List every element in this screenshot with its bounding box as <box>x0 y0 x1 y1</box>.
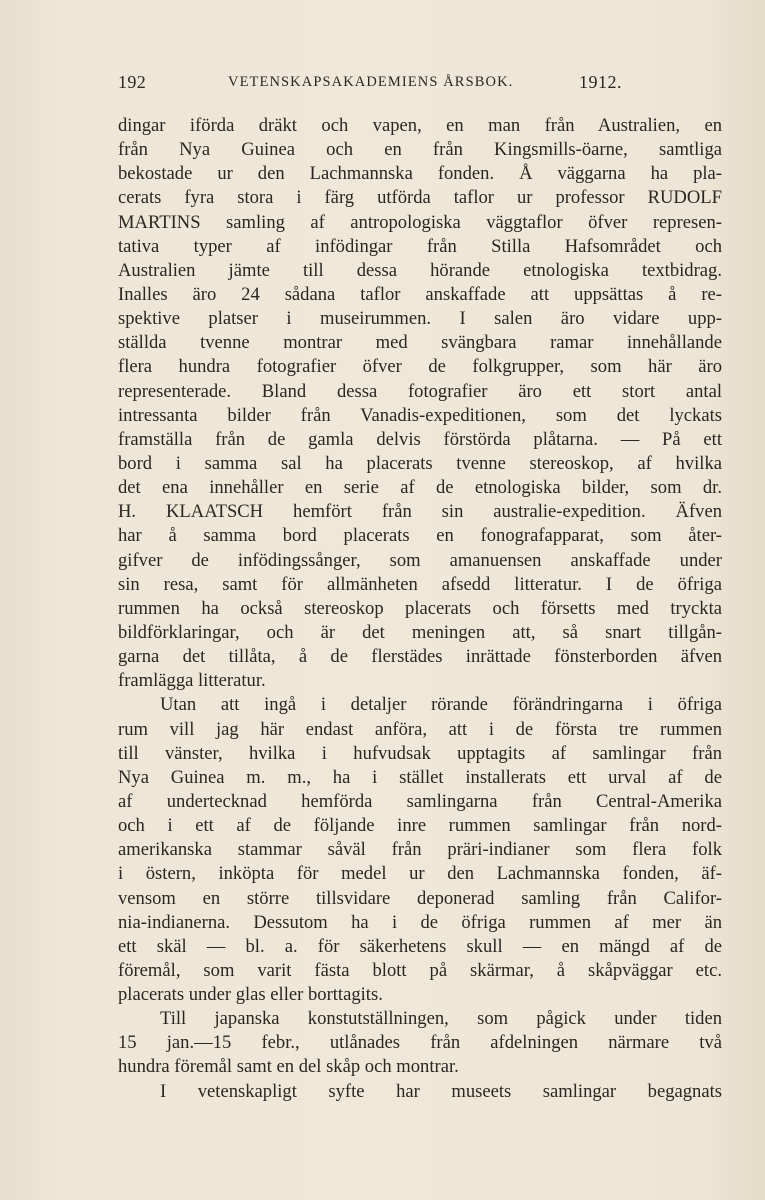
text-line: MARTINS samling af antropologiska väggtaflor öfver represen- <box>118 211 722 233</box>
text-line: placerats under glas eller borttagits. <box>118 984 383 1006</box>
text-line: tativa typer af infödingar från Stilla Hafsområdet och <box>118 235 722 257</box>
text-line: spektive platser i museirummen. I salen äro vidare upp- <box>118 308 722 330</box>
text-line: amerikanska stammar såväl från präri-indianer som flera folk <box>118 839 722 861</box>
text-line: rummen ha också stereoskop placerats och försetts med tryckta <box>118 597 722 619</box>
text-line: Inalles äro 24 sådana taflor anskaffade att uppsättas å re- <box>118 283 722 305</box>
text-line: nia-indianerna. Dessutom ha i de öfriga rummen af mer än <box>118 911 722 933</box>
text-line: framställa från de gamla delvis förstörda plåtarna. — På ett <box>118 428 722 450</box>
text-line: sin resa, samt för allmänheten afsedd litteratur. I de öfriga <box>118 573 722 595</box>
text-line: H. KLAATSCH hemfört från sin australie-expedition. Äfven <box>118 501 722 523</box>
text-line: cerats fyra stora i färg utförda taflor ur professor RUDOLF <box>118 187 722 209</box>
text-line: Till japanska konstutställningen, som pågick under tiden <box>160 1008 722 1030</box>
text-line: rum vill jag här endast anföra, att i de första tre rummen <box>118 718 722 740</box>
text-line: bildförklaringar, och är det meningen att, så snart tillgån- <box>118 621 722 643</box>
text-line: och i ett af de följande inre rummen samlingar från nord- <box>118 815 722 837</box>
text-line: det ena innehåller en serie af de etnologiska bilder, som dr. <box>118 477 722 499</box>
text-line: föremål, som varit fästa blott på skärmar, å skåpväggar etc. <box>118 959 722 981</box>
header-year: 1912. <box>579 72 622 92</box>
text-line: ett skäl — bl. a. för säkerhetens skull — en mängd af de <box>118 935 722 957</box>
page-number: 192 <box>118 72 147 92</box>
header-title: VETENSKAPSAKADEMIENS ÅRSBOK. <box>228 74 514 90</box>
text-line: dingar iförda dräkt och vapen, en man från Australien, en <box>118 115 722 136</box>
text-line: representerade. Bland dessa fotografier äro ett stort antal <box>118 380 722 402</box>
text-line: intressanta bilder från Vanadis-expeditionen, som det lyckats <box>118 404 722 426</box>
body-text <box>118 114 722 1104</box>
text-line: 15 jan.—15 febr., utlånades från afdelningen närmare två <box>118 1032 722 1054</box>
text-line: Utan att ingå i detaljer rörande förändringarna i öfriga <box>160 694 722 716</box>
text-line: i östern, inköpta för medel ur den Lachmannska fonden, äf- <box>118 863 722 885</box>
text-line: från Nya Guinea och en från Kingsmills-öarne, samtliga <box>118 139 722 161</box>
text-line: gifver de infödingssånger, som amanuensen anskaffade under <box>118 549 722 571</box>
text-line: ställda tvenne montrar med svängbara ramar innehållande <box>118 332 722 354</box>
text-line: af undertecknad hemförda samlingarna från Central-Amerika <box>118 790 722 812</box>
text-line: Australien jämte till dessa hörande etnologiska textbidrag. <box>118 259 722 281</box>
text-line: till vänster, hvilka i hufvudsak upptagits af samlingar från <box>118 742 722 764</box>
text-line: bord i samma sal ha placerats tvenne stereoskop, af hvilka <box>118 452 722 474</box>
text-line: Nya Guinea m. m., ha i stället installerats ett urval af de <box>118 766 722 788</box>
text-line: flera hundra fotografier öfver de folkgrupper, som här äro <box>118 356 722 378</box>
text-line: garna det tillåta, å de flerstädes inrättade fönsterborden äfven <box>118 646 722 668</box>
running-head <box>118 72 622 98</box>
text-line: framlägga litteratur. <box>118 670 266 692</box>
text-line: I vetenskapligt syfte har museets samlingar begagnats <box>160 1080 722 1102</box>
text-line: hundra föremål samt en del skåp och montrar. <box>118 1056 459 1078</box>
text-line: bekostade ur den Lachmannska fonden. Å väggarna ha pla- <box>118 163 722 185</box>
text-line: har å samma bord placerats en fonografapparat, som åter- <box>118 525 722 547</box>
text-line: vensom en större tillsvidare deponerad samling från Califor- <box>118 887 722 909</box>
